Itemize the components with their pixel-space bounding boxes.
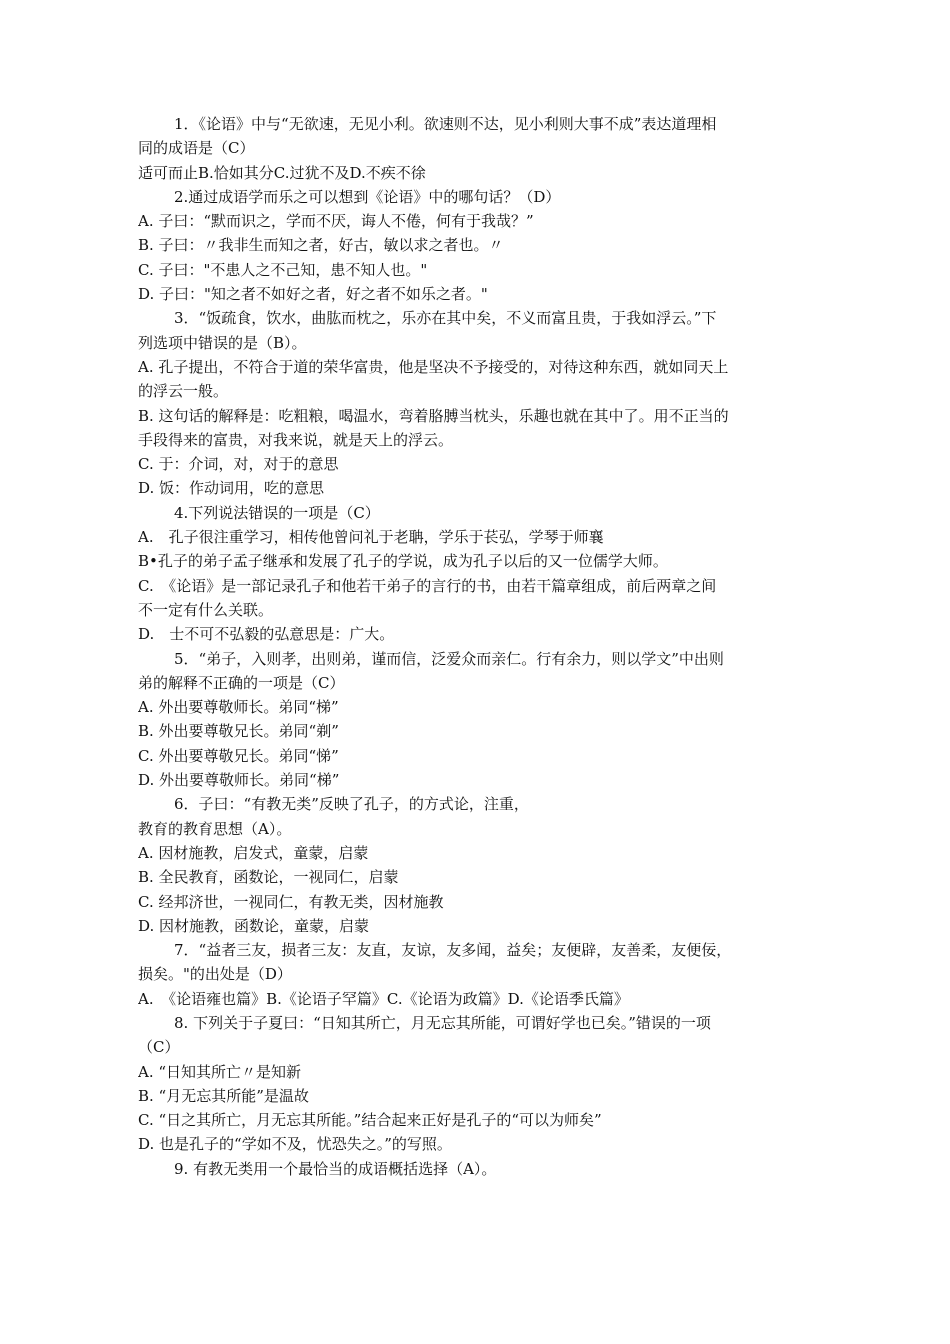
text-line: B. 外出要尊敬兄长。弟同“剃” [138,722,339,741]
text-line: 列选项中错误的是（B）。 [138,333,307,352]
question-line: 5．“弟子，入则孝，出则弟，谨而信，泛爱众而亲仁。行有余力，则以学文”中出则 [174,649,724,668]
question-line: 9. 有教无类用一个最恰当的成语概括选择（A）。 [174,1159,497,1178]
text-line: D. 饭：作动词用，吃的意思 [138,479,325,498]
text-line: B. “月无忘其所能”是温故 [138,1086,309,1105]
text-line: C. 于：介词，对，对于的意思 [138,455,339,474]
text-line: 适可而止B.恰如其分C.过犹不及D.不疾不徐 [138,163,426,182]
text-line: C. 子曰："不患人之不己知，患不知人也。" [138,260,428,279]
text-line: C. 经邦济世，一视同仁，有教无类，因材施教 [138,892,444,911]
text-line: B. 这句话的解释是：吃粗粮，喝温水，弯着胳膊当枕头，乐趣也就在其中了。用不正当的 [138,406,729,425]
text-line: C. 《论语》是一部记录孔子和他若干弟子的言行的书，由若干篇章组成，前后两章之间 [138,576,717,595]
question-line: 1．《论语》中与“无欲速，无见小利。欲速则不达，见小利则大事不成”表达道理相 [174,115,717,133]
text-line: 的浮云一般。 [138,382,229,401]
question-line: 3．“饭疏食，饮水，曲肱而枕之，乐亦在其中矣，不义而富且贵，于我如浮云。”下 [174,309,717,328]
text-line: D. 子曰："知之者不如好之者，好之者不如乐之者。" [138,285,488,304]
text-line: 教育的教育思想（A）。 [138,819,292,838]
text-line: 弟的解释不正确的一项是（C） [138,673,345,692]
text-line: C. “日之其所亡，月无忘其所能。”结合起来正好是孔子的“可以为师矣” [138,1111,602,1130]
question-line: 7．“益者三友，损者三友：友直，友谅，友多闻，益矣；友便辟，友善柔，友便佞， [174,941,732,960]
text-line: A. “日知其所亡〃是知新 [138,1062,302,1081]
question-line: 8. 下列关于子夏曰：“日知其所亡，月无忘其所能，可谓好学也已矣。”错误的一项 [174,1013,711,1032]
text-line: D. 也是孔子的“学如不及，忧恐失之。”的写照。 [138,1135,452,1154]
text-line: A. 子曰：“默而识之，学而不厌，诲人不倦，何有于我哉？” [138,212,534,231]
text-line: B•孔子的弟子孟子继承和发展了孔子的学说，成为孔子以后的又一位儒学大师。 [138,552,668,571]
text-line: A. 孔子很注重学习，相传他曾问礼于老聃，学乐于苌弘，学琴于师襄 [138,528,604,547]
text-line: B. 子曰：〃我非生而知之者，好古，敏以求之者也。〃 [138,236,504,255]
text-line: 同的成语是（C） [138,139,255,158]
text-line: A. 外出要尊敬师长。弟同“梯” [138,698,339,717]
text-line: 不一定有什么关联。 [138,600,274,619]
question-line: 2.通过成语学而乐之可以想到《论语》中的哪句话？（D） [174,187,561,206]
question-line: 6．子曰：“有教无类”反映了孔子，的方式论，注重， [174,795,529,814]
text-line: B. 全民教育，函数论，一视同仁，启蒙 [138,868,399,887]
text-line: C. 外出要尊敬兄长。弟同“悌” [138,746,339,765]
text-line: A. 孔子提出，不符合于道的荣华富贵，他是坚决不予接受的，对待这种东西，就如同天上 [138,357,729,376]
text-line: D. 外出要尊敬师长。弟同“梯” [138,771,340,790]
text-line: 损矣。"的出处是（D） [138,965,292,984]
document-body [138,112,814,1181]
text-line: A. 《论语雍也篇》B.《论语子罕篇》C.《论语为政篇》D.《论语季氏篇》 [138,989,629,1008]
text-line: A. 因材施教，启发式，童蒙，启蒙 [138,843,369,862]
text-line: （C） [138,1038,180,1057]
text-line: 手段得来的富贵，对我来说，就是天上的浮云。 [138,430,454,449]
question-line: 4.下列说法错误的一项是（C） [174,503,380,522]
text-line: D. 因材施教，函数论，童蒙，启蒙 [138,916,370,935]
text-line: D. 士不可不弘毅的弘意思是：广大。 [138,625,395,644]
